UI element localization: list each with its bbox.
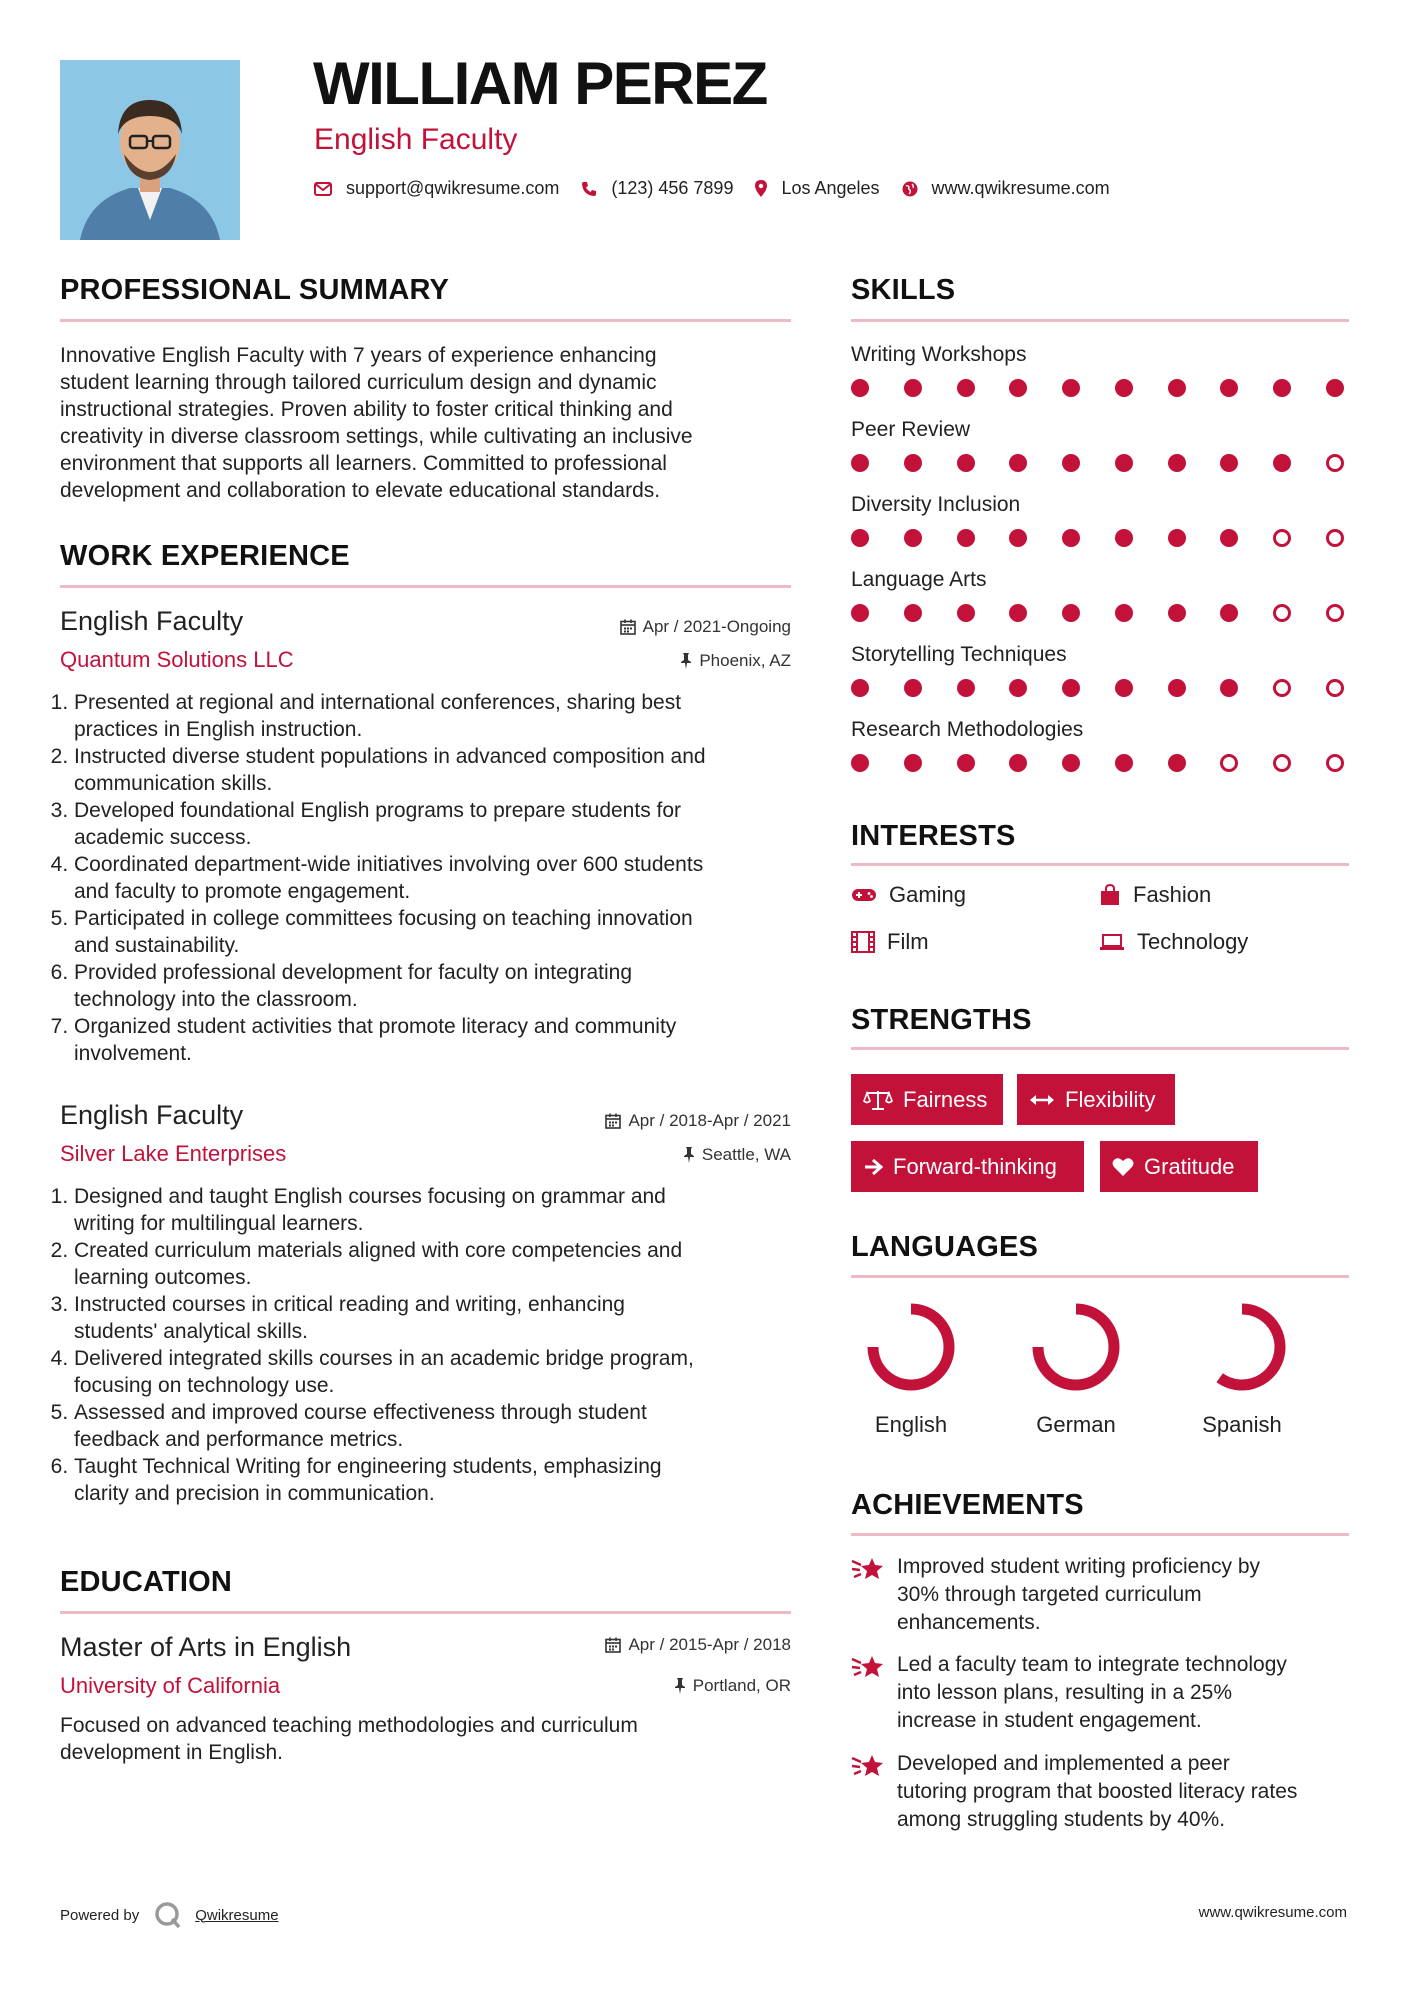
achievement-item — [851, 1553, 1351, 1637]
language-name: English — [874, 1412, 948, 1437]
language-proficiency-arc — [1220, 1309, 1280, 1385]
contact-email-text: support@qwikresume.com — [346, 178, 560, 198]
rating-dot-empty — [1326, 454, 1344, 472]
bullet-line: writing for multilingual learners. — [74, 1212, 364, 1235]
laptop-icon — [1099, 933, 1125, 951]
rating-dot-filled — [904, 604, 922, 622]
rating-dot-empty — [1326, 604, 1344, 622]
interest-label: Technology — [1137, 929, 1249, 954]
rating-dot-filled — [851, 754, 869, 772]
job-title: English Faculty — [60, 606, 244, 636]
achievement-item — [851, 1651, 1351, 1735]
bullet-line: 3. Instructed courses in critical reading and writing, enhancing — [74, 1293, 625, 1316]
summary-line: Innovative English Faculty with 7 years of experience enhancing — [60, 344, 657, 367]
rating-dot-filled — [1062, 454, 1080, 472]
rating-dot-filled — [957, 379, 975, 397]
summary-heading: PROFESSIONAL SUMMARY — [60, 274, 450, 306]
achievement-line: 30% through targeted curriculum — [897, 1583, 1202, 1606]
bullet-line: 3. Developed foundational English programs to prepare students for — [74, 799, 682, 822]
rating-dot-empty — [1273, 529, 1291, 547]
language-proficiency-arc — [873, 1309, 949, 1385]
job-bullet — [74, 959, 801, 1013]
bullet-line: and sustainability. — [74, 934, 240, 957]
job-date-text: Apr / 2021-Ongoing — [642, 617, 791, 636]
bullet-line: students' analytical skills. — [74, 1320, 308, 1343]
rating-dot-empty — [1273, 754, 1291, 772]
pushpin-icon — [674, 1678, 686, 1694]
job-date — [605, 1111, 791, 1131]
skills-divider — [851, 319, 1349, 322]
contact-phone[interactable] — [581, 178, 733, 199]
bullet-line: involvement. — [74, 1042, 192, 1065]
bullet-line: 6. Taught Technical Writing for engineering students, emphasizing — [74, 1455, 662, 1478]
job-bullet — [74, 1345, 801, 1399]
achievement-text — [897, 1651, 1287, 1735]
job-title: English Faculty — [60, 1100, 244, 1130]
rating-dot-filled — [1009, 454, 1027, 472]
strength-tag-flexibility — [1017, 1074, 1175, 1125]
strength-label: Flexibility — [1065, 1086, 1156, 1112]
rating-dot-filled — [904, 679, 922, 697]
rating-dot-filled — [904, 379, 922, 397]
map-marker-icon — [755, 180, 767, 197]
job-bullet — [74, 1399, 801, 1453]
strengths-divider — [851, 1047, 1349, 1050]
skill-name: Language Arts — [851, 568, 987, 591]
education-date — [605, 1635, 791, 1655]
bullet-line: and faculty to promote engagement. — [74, 880, 411, 903]
balance-scale-icon — [863, 1089, 893, 1111]
job-date — [620, 617, 791, 637]
job-bullet — [74, 797, 801, 851]
shooting-star-icon — [851, 1555, 885, 1583]
job-bullets — [56, 1183, 801, 1507]
bullet-line: focusing on technology use. — [74, 1374, 335, 1397]
bullet-line: 2. Created curriculum materials aligned with core competencies and — [74, 1239, 683, 1262]
achievement-text — [897, 1750, 1297, 1834]
education-location-text: Portland, OR — [692, 1676, 791, 1695]
envelope-icon — [314, 182, 332, 196]
strength-label: Fairness — [903, 1086, 988, 1112]
summary-divider — [60, 319, 791, 322]
film-icon — [851, 931, 875, 953]
education-divider — [60, 1611, 791, 1614]
shooting-star-icon — [851, 1752, 885, 1780]
job-bullet-list — [56, 1183, 801, 1507]
skill-rating — [851, 604, 1344, 622]
rating-dot-filled — [851, 454, 869, 472]
languages-divider — [851, 1275, 1349, 1278]
rating-dot-filled — [1009, 754, 1027, 772]
calendar-icon — [605, 1637, 621, 1653]
interest-label: Fashion — [1133, 882, 1212, 907]
skill-rating — [851, 679, 1344, 697]
rating-dot-empty — [1326, 754, 1344, 772]
interests-heading: INTERESTS — [851, 820, 1016, 852]
rating-dot-filled — [1009, 379, 1027, 397]
bullet-line: clarity and precision in communication. — [74, 1482, 435, 1505]
summary-line: instructional strategies. Proven ability to foster critical thinking and — [60, 398, 673, 421]
interest-fashion — [1099, 882, 1211, 908]
bullet-line: 1. Designed and taught English courses focusing on grammar and — [74, 1185, 666, 1208]
bullet-line: 5. Assessed and improved course effectiveness through student — [74, 1401, 647, 1424]
rating-dot-filled — [1168, 604, 1186, 622]
rating-dot-filled — [957, 679, 975, 697]
job-company: Quantum Solutions LLC — [60, 647, 294, 672]
bullet-line: academic success. — [74, 826, 252, 849]
rating-dot-filled — [957, 754, 975, 772]
achievement-item — [851, 1750, 1351, 1834]
rating-dot-filled — [1115, 379, 1133, 397]
summary-line: development and collaboration to elevate educational standards. — [60, 479, 661, 502]
contact-location — [755, 178, 879, 199]
pushpin-icon — [683, 1147, 695, 1163]
rating-dot-empty — [1326, 679, 1344, 697]
skill-rating — [851, 454, 1344, 472]
strength-label: Gratitude — [1144, 1153, 1235, 1179]
skill-row — [851, 343, 1344, 397]
bullet-line: communication skills. — [74, 772, 273, 795]
achievement-line: tutoring program that boosted literacy rates — [897, 1780, 1298, 1803]
language-ring — [1006, 1297, 1146, 1407]
brand-link[interactable]: Qwikresume — [195, 1906, 279, 1924]
contact-website[interactable] — [902, 178, 1110, 199]
job-date-text: Apr / 2018-Apr / 2021 — [628, 1111, 791, 1130]
education-line: Focused on advanced teaching methodologies and curriculum — [60, 1714, 638, 1737]
skill-name: Research Methodologies — [851, 718, 1084, 741]
phone-icon — [581, 181, 597, 197]
job-location-text: Phoenix, AZ — [699, 651, 791, 670]
rating-dot-filled — [1009, 529, 1027, 547]
contact-phone-text: (123) 456 7899 — [611, 178, 734, 198]
achievement-line: Developed and implemented a peer — [897, 1752, 1230, 1775]
globe-icon — [902, 181, 918, 197]
achievement-line: Led a faculty team to integrate technology — [897, 1653, 1287, 1676]
rating-dot-filled — [1115, 604, 1133, 622]
job-bullet-list — [56, 689, 801, 1067]
bullet-line: practices in English instruction. — [74, 718, 363, 741]
rating-dot-filled — [1220, 529, 1238, 547]
rating-dot-filled — [1220, 379, 1238, 397]
job-bullet — [74, 1013, 801, 1067]
heart-icon — [1112, 1157, 1134, 1177]
strength-tag-fairness — [851, 1074, 1003, 1125]
rating-dot-filled — [851, 379, 869, 397]
job-bullet — [74, 905, 801, 959]
rating-dot-filled — [1062, 604, 1080, 622]
powered-by-text: Powered by — [60, 1906, 140, 1924]
rating-dot-filled — [1273, 379, 1291, 397]
education-location — [674, 1676, 791, 1696]
skill-name: Storytelling Techniques — [851, 643, 1067, 666]
rating-dot-filled — [904, 454, 922, 472]
rating-dot-filled — [1220, 454, 1238, 472]
skill-name: Peer Review — [851, 418, 971, 441]
bullet-line: technology into the classroom. — [74, 988, 358, 1011]
job-bullet — [74, 851, 801, 905]
contact-bar — [314, 178, 1132, 199]
rating-dot-filled — [904, 754, 922, 772]
footer-website[interactable]: www.qwikresume.com — [1198, 1904, 1347, 1921]
language-ring — [841, 1297, 981, 1407]
gamepad-icon — [851, 887, 877, 903]
rating-dot-filled — [1009, 679, 1027, 697]
job-location — [680, 651, 791, 671]
rating-dot-filled — [1009, 604, 1027, 622]
rating-dot-filled — [904, 529, 922, 547]
bullet-line: feedback and performance metrics. — [74, 1428, 404, 1451]
languages-heading: LANGUAGES — [851, 1231, 1039, 1263]
bullet-line: 4. Coordinated department-wide initiatives involving over 600 students — [74, 853, 704, 876]
job-location — [683, 1145, 791, 1165]
avatar — [60, 60, 240, 240]
arrows-horizontal-icon — [1029, 1093, 1055, 1107]
rating-dot-filled — [1115, 529, 1133, 547]
interest-label: Gaming — [889, 882, 967, 907]
language-name: German — [1036, 1412, 1116, 1437]
language-proficiency-arc — [1038, 1309, 1114, 1385]
calendar-icon — [620, 619, 636, 635]
strengths-heading: STRENGTHS — [851, 1004, 1032, 1036]
rating-dot-empty — [1273, 604, 1291, 622]
education-description — [60, 1712, 800, 1766]
bullet-line: 5. Participated in college committees focusing on teaching innovation — [74, 907, 693, 930]
bullet-line: 1. Presented at regional and international conferences, sharing best — [74, 691, 682, 714]
arrow-right-icon — [863, 1158, 883, 1176]
rating-dot-filled — [1062, 379, 1080, 397]
rating-dot-filled — [1062, 679, 1080, 697]
summary-line: creativity in diverse classroom settings, while cultivating an inclusive — [60, 425, 693, 448]
strength-tag-gratitude — [1100, 1141, 1258, 1192]
rating-dot-filled — [851, 604, 869, 622]
rating-dot-filled — [1168, 679, 1186, 697]
interest-film — [851, 929, 929, 955]
candidate-name: WILLIAM PEREZ — [313, 50, 767, 117]
skill-name: Writing Workshops — [851, 343, 1027, 366]
job-bullet — [74, 1453, 801, 1507]
pushpin-icon — [680, 653, 692, 669]
skill-row — [851, 493, 1344, 547]
rating-dot-empty — [1326, 529, 1344, 547]
education-line: development in English. — [60, 1741, 283, 1764]
achievement-line: Improved student writing proficiency by — [897, 1555, 1260, 1578]
rating-dot-filled — [957, 454, 975, 472]
bullet-line: learning outcomes. — [74, 1266, 252, 1289]
achievement-line: among struggling students by 40%. — [897, 1808, 1226, 1831]
skill-rating — [851, 529, 1344, 547]
job-bullet — [74, 743, 801, 797]
interest-technology — [1099, 929, 1248, 955]
bullet-line: 7. Organized student activities that promote literacy and community — [74, 1015, 677, 1038]
summary-line: student learning through tailored curriculum design and dynamic — [60, 371, 657, 394]
achievement-line: into lesson plans, resulting in a 25% — [897, 1681, 1233, 1704]
rating-dot-filled — [1062, 529, 1080, 547]
contact-location-text: Los Angeles — [781, 178, 880, 198]
strength-label: Forward-thinking — [893, 1153, 1057, 1179]
rating-dot-empty — [1273, 679, 1291, 697]
language-item-german — [1006, 1297, 1146, 1438]
skills-heading: SKILLS — [851, 274, 956, 306]
education-heading: EDUCATION — [60, 1566, 233, 1598]
bullet-line: 4. Delivered integrated skills courses in an academic bridge program, — [74, 1347, 694, 1370]
achievements-divider — [851, 1533, 1349, 1536]
skill-rating — [851, 754, 1344, 772]
contact-website-text: www.qwikresume.com — [931, 178, 1110, 198]
rating-dot-filled — [957, 529, 975, 547]
rating-dot-filled — [851, 679, 869, 697]
rating-dot-filled — [1273, 454, 1291, 472]
candidate-role: English Faculty — [314, 123, 518, 156]
rating-dot-filled — [1168, 379, 1186, 397]
rating-dot-filled — [1220, 679, 1238, 697]
footer-powered-by — [60, 1900, 279, 1930]
skill-name: Diversity Inclusion — [851, 493, 1021, 516]
experience-divider — [60, 585, 791, 588]
rating-dot-filled — [1326, 379, 1344, 397]
language-ring — [1172, 1297, 1312, 1407]
job-bullet — [74, 1183, 801, 1237]
school-name: University of California — [60, 1673, 281, 1698]
rating-dot-filled — [1220, 604, 1238, 622]
skill-row — [851, 718, 1344, 772]
rating-dot-filled — [1115, 454, 1133, 472]
qwikresume-logo-icon — [153, 1900, 183, 1930]
bullet-line: 2. Instructed diverse student populations in advanced composition and — [74, 745, 706, 768]
language-item-spanish — [1172, 1297, 1312, 1438]
skill-row — [851, 643, 1344, 697]
summary-text — [60, 342, 800, 504]
achievements-heading: ACHIEVEMENTS — [851, 1489, 1084, 1521]
rating-dot-filled — [1115, 679, 1133, 697]
skill-row — [851, 568, 1344, 622]
education-date-text: Apr / 2015-Apr / 2018 — [628, 1635, 791, 1654]
language-name: Spanish — [1202, 1412, 1282, 1437]
contact-email[interactable] — [314, 178, 559, 199]
profile-photo — [60, 60, 240, 240]
job-bullet — [74, 1237, 801, 1291]
interest-gaming — [851, 882, 966, 908]
achievement-line: enhancements. — [897, 1611, 1041, 1634]
summary-line: environment that supports all learners. Committed to professional — [60, 452, 667, 475]
skill-rating — [851, 379, 1344, 397]
job-company: Silver Lake Enterprises — [60, 1141, 287, 1166]
interest-label: Film — [887, 929, 929, 954]
bullet-line: 6. Provided professional development for faculty on integrating — [74, 961, 632, 984]
calendar-icon — [605, 1113, 621, 1129]
degree-title: Master of Arts in English — [60, 1632, 352, 1662]
shooting-star-icon — [851, 1653, 885, 1681]
achievement-line: increase in student engagement. — [897, 1709, 1202, 1732]
job-bullet — [74, 689, 801, 743]
job-bullet — [74, 1291, 801, 1345]
achievement-text — [897, 1553, 1260, 1637]
rating-dot-filled — [1168, 754, 1186, 772]
rating-dot-filled — [1168, 529, 1186, 547]
rating-dot-filled — [1062, 754, 1080, 772]
language-item-english — [841, 1297, 981, 1438]
shopping-bag-icon — [1099, 884, 1121, 906]
job-location-text: Seattle, WA — [701, 1145, 791, 1164]
experience-heading: WORK EXPERIENCE — [60, 540, 350, 572]
rating-dot-filled — [851, 529, 869, 547]
skill-row — [851, 418, 1344, 472]
rating-dot-filled — [1115, 754, 1133, 772]
rating-dot-filled — [957, 604, 975, 622]
rating-dot-empty — [1220, 754, 1238, 772]
strength-tag-forward-thinking — [851, 1141, 1084, 1192]
interests-divider — [851, 863, 1349, 866]
job-bullets — [56, 689, 801, 1067]
rating-dot-filled — [1168, 454, 1186, 472]
